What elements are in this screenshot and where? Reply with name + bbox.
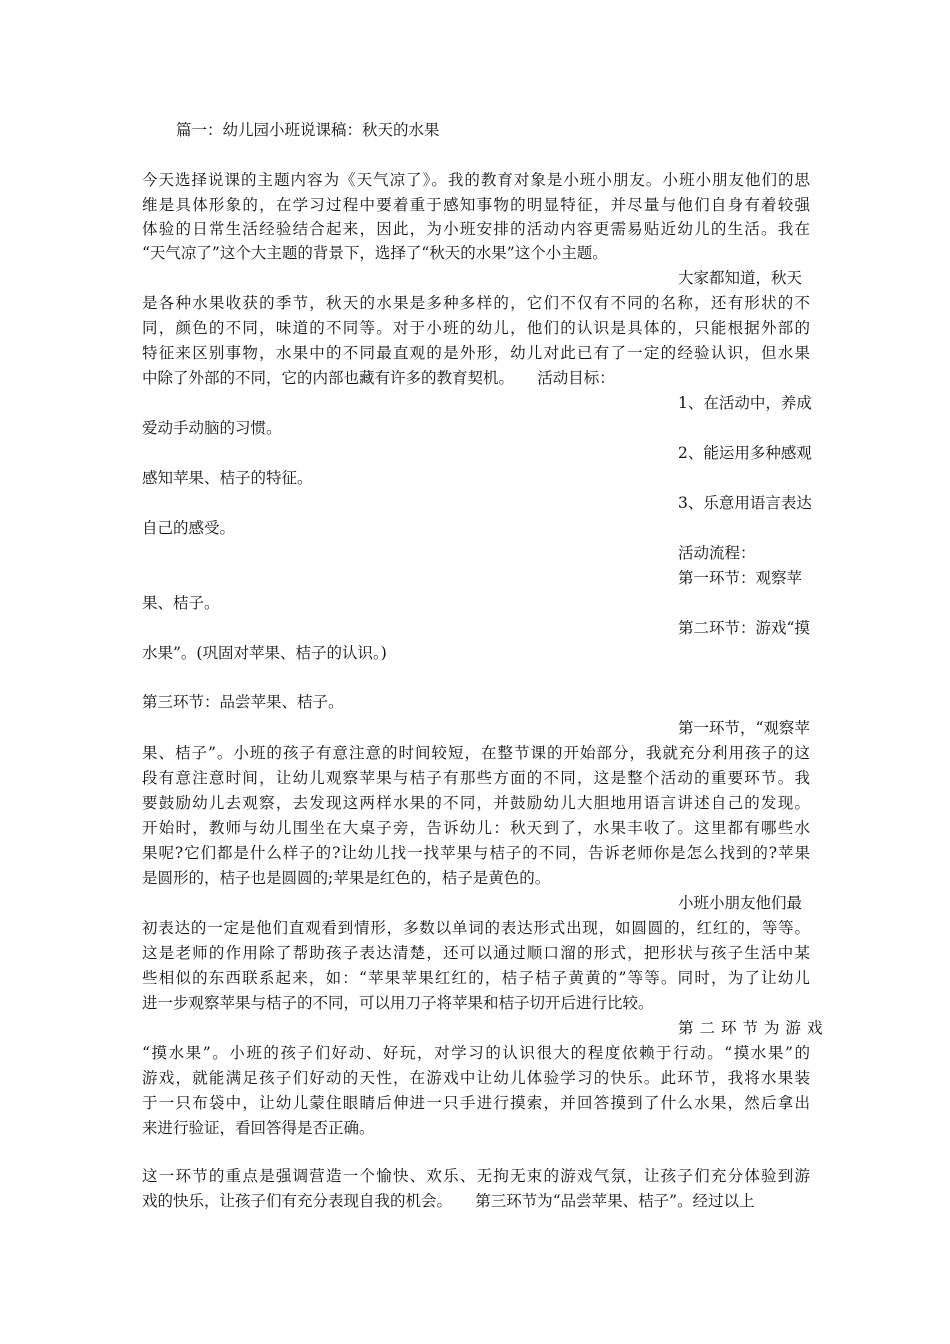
text-line: 于一只布袋中，让幼儿蒙住眼睛后伸进一只手进行摸索，并回答摸到了什么水果，然后拿出 xyxy=(142,1094,810,1112)
text-line: 果呢?它们都是什么样子的?让幼儿找一找苹果与桔子的不同，告诉老师你是怎么找到的?苹果 xyxy=(142,844,810,862)
text-line: 维是具体形象的，在学习过程中要着重于感知事物的明显特征，并尽量与他们自身有着较强 xyxy=(142,196,810,214)
text-line: 中除了外部的不同，它的内部也藏有许多的教育契机。 活动目标： xyxy=(142,369,615,387)
text-line: 今天选择说课的主题内容为《天气凉了》。我的教育对象是小班小朋友。小班小朋友他们的思 xyxy=(142,171,810,189)
text-line: 这一环节的重点是强调营造一个愉快、欢乐、无拘无束的游戏气氛，让孩子们充分体验到游 xyxy=(142,1167,810,1185)
text-line: 游戏，就能满足孩子们好动的天性，在游戏中让幼儿体验学习的快乐。此环节，我将水果装 xyxy=(142,1069,810,1087)
text-line: 段有意注意时间，让幼儿观察苹果与桔子有那些方面的不同，这是整个活动的重要环节。我 xyxy=(142,769,810,787)
text-line: 爱动手动脑的习惯。 xyxy=(142,419,282,437)
text-line: 水果”。(巩固对苹果、桔子的认识。) xyxy=(142,644,387,662)
text-line: 果、桔子”。小班的孩子有意注意的时间较短，在整节课的开始部分，我就充分利用孩子的这 xyxy=(142,744,810,762)
text-line: 第二环节：游戏“摸 xyxy=(678,619,810,637)
text-line: 戏的快乐，让孩子们有充分表现自我的机会。 第三环节为“品尝苹果、桔子”。经过以上 xyxy=(142,1192,755,1210)
text-line: 特征来区别事物，水果中的不同最直观的是外形，幼儿对此已有了一定的经验认识，但水果 xyxy=(142,344,810,362)
text-line: 开始时，教师与幼儿围坐在大桌子旁，告诉幼儿：秋天到了，水果丰收了。这里都有哪些水 xyxy=(142,819,810,837)
text-line: 体验的日常生活经验结合起来，因此，为小班安排的活动内容更需易贴近幼儿的生活。我在 xyxy=(142,220,810,238)
text-line: 活动流程： xyxy=(678,544,756,562)
text-line: 要鼓励幼儿去观察，去发现这两样水果的不同，并鼓励幼儿大胆地用语言讲述自己的发现。 xyxy=(142,794,810,812)
text-line: 自己的感受。 xyxy=(142,519,236,537)
text-line: 大家都知道，秋天 xyxy=(678,269,803,287)
text-line: 同，颜色的不同，味道的不同等。对于小班的幼儿，他们的认识是具体的，只能根据外部的 xyxy=(142,319,810,337)
text-line: “天气凉了”这个大主题的背景下，选择了“秋天的水果”这个小主题。 xyxy=(142,244,608,262)
document-title: 篇一：幼儿园小班说课稿：秋天的水果 xyxy=(176,121,440,139)
text-line: 是各种水果收获的季节，秋天的水果是多种多样的，它们不仅有不同的名称，还有形状的不 xyxy=(142,294,810,312)
text-line: 第一环节，“观察苹 xyxy=(678,719,810,737)
text-line: 第一环节：观察苹 xyxy=(678,569,803,587)
text-line: “摸水果”。小班的孩子们好动、好玩，对学习的认识很大的程度依赖于行动。“摸水果”的 xyxy=(142,1044,810,1062)
text-line: 1、在活动中，养成 xyxy=(678,394,812,412)
text-line: 2、能运用多种感观 xyxy=(678,444,812,462)
text-line: 些相似的东西联系起来，如：“苹果苹果红红的，桔子桔子黄黄的”等等。同时，为了让幼儿 xyxy=(142,969,810,987)
text-line: 来进行验证，看回答得是否正确。 xyxy=(142,1119,375,1137)
text-line: 这是老师的作用除了帮助孩子表达清楚，还可以通过顺口溜的形式，把形状与孩子生活中某 xyxy=(142,944,810,962)
text-line: 果、桔子。 xyxy=(142,594,220,612)
text-line: 第二环节为游戏 xyxy=(678,1019,829,1037)
text-line: 第三环节：品尝苹果、桔子。 xyxy=(142,693,344,711)
text-line: 进一步观察苹果与桔子的不同，可以用刀子将苹果和桔子切开后进行比较。 xyxy=(142,994,654,1012)
text-line: 初表达的一定是他们直观看到情形，多数以单词的表达形式出现，如圆圆的，红红的，等等。 xyxy=(142,919,810,937)
text-line: 小班小朋友他们最 xyxy=(678,894,803,912)
text-line: 3、乐意用语言表达 xyxy=(678,494,812,512)
text-line: 是圆形的，桔子也是圆圆的;苹果是红色的，桔子是黄色的。 xyxy=(142,869,551,887)
text-line: 感知苹果、桔子的特征。 xyxy=(142,469,313,487)
